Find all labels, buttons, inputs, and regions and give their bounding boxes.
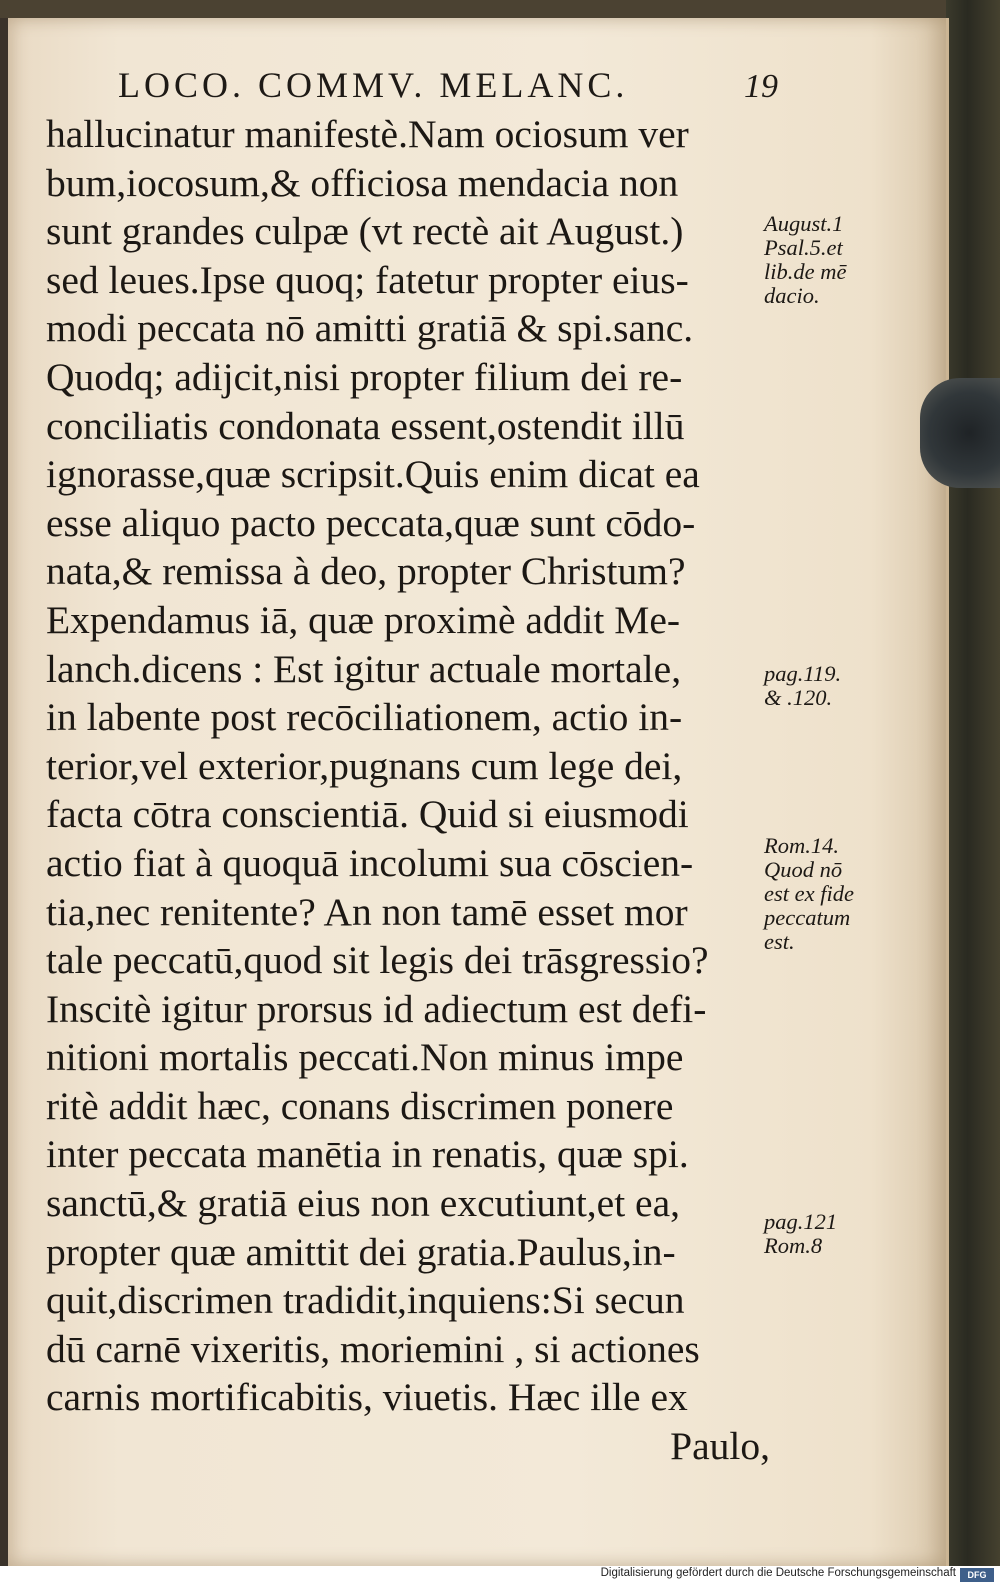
running-head-title: LOCO. COMMV. MELANC. xyxy=(118,65,629,105)
dfg-logo: DFG xyxy=(960,1568,994,1582)
text-line: actio fiat à quoquā incolumi sua cōscien- xyxy=(46,840,694,885)
text-line: modi peccata nō amitti gratiā & spi.sanc. xyxy=(46,306,694,351)
book-cover-board xyxy=(946,0,1000,1566)
text-line: tale peccatū,quod sit legis dei trāsgressio? xyxy=(46,938,709,983)
margin-note-line: est ex fide xyxy=(764,881,854,906)
margin-note-line: lib.de mē xyxy=(764,259,847,284)
text-line: terior,vel exterior,pugnans cum lege dei, xyxy=(46,743,683,788)
text-line: sunt grandes culpæ (vt rectè ait August.) xyxy=(46,209,684,254)
text-line: lanch.dicens : Est igitur actuale mortale, xyxy=(46,646,682,691)
text-line: sanctū,& gratiā eius non excutiunt,et ea, xyxy=(46,1181,680,1226)
margin-note-line: pag.119. xyxy=(764,661,842,686)
text-line: Quodq; adijcit,nisi propter filium dei re- xyxy=(46,354,683,399)
text-line: nata,& remissa à deo, propter Christum? xyxy=(46,549,686,594)
running-head xyxy=(118,64,778,114)
text-line: facta cōtra conscientiā. Quid si eiusmodi xyxy=(46,792,689,837)
text-line: ignorasse,quæ scripsit.Quis enim dicat ea xyxy=(46,452,700,497)
text-line: propter quæ amittit dei gratia.Paulus,in- xyxy=(46,1229,676,1274)
margin-note-line: est. xyxy=(764,929,795,954)
text-line: tia,nec renitente? An non tamē esset mor xyxy=(46,889,688,934)
text-line: nitioni mortalis peccati.Non minus impe xyxy=(46,1035,684,1080)
margin-note-line: August.1 xyxy=(764,211,844,236)
binding-top-edge xyxy=(0,0,1000,18)
text-line: Expendamus iā, quæ proximè addit Me- xyxy=(46,597,681,642)
margin-note-line: pag.121 xyxy=(764,1209,838,1234)
footer-credit: Digitalisierung gefördert durch die Deutsche Forschungsgemeinschaft xyxy=(600,1567,956,1579)
margin-note-august xyxy=(764,212,944,308)
text-line: ritè addit hæc, conans discrimen ponere xyxy=(46,1083,674,1128)
margin-note-line: Psal.5.et xyxy=(764,235,843,260)
margin-note-line: dacio. xyxy=(764,283,820,308)
text-line: in labente post recōciliationem, actio in- xyxy=(46,695,683,740)
page-number: 19 xyxy=(744,68,778,105)
margin-note-pag-121 xyxy=(764,1210,944,1258)
margin-note-line: Rom.14. xyxy=(764,833,839,858)
text-line: hallucinatur manifestè.Nam ociosum ver xyxy=(46,112,689,156)
margin-note-rom-14 xyxy=(764,834,944,954)
text-line: sed leues.Ipse quoq; fatetur propter eius- xyxy=(46,257,689,302)
catchword: Paulo, xyxy=(670,1424,770,1469)
digitization-footer xyxy=(0,1566,1000,1584)
text-line: inter peccata manētia in renatis, quæ spi. xyxy=(46,1132,689,1177)
text-line: carnis mortificabitis, viuetis. Hæc ille ex xyxy=(46,1375,688,1420)
text-line: Inscitè igitur prorsus id adiectum est defi- xyxy=(46,986,707,1031)
body-text xyxy=(46,110,776,1471)
book-clasp xyxy=(920,378,1000,488)
text-line: dū carnē vixeritis, moriemini , si actiones xyxy=(46,1326,700,1371)
text-line: esse aliquo pacto peccata,quæ sunt cōdo- xyxy=(46,500,696,545)
margin-note-line: Rom.8 xyxy=(764,1233,823,1258)
margin-note-line: Quod nō xyxy=(764,857,843,882)
text-line: quit,discrimen tradidit,inquiens:Si secun xyxy=(46,1278,685,1323)
margin-note-pag-119 xyxy=(764,662,944,710)
text-line: bum,iocosum,& officiosa mendacia non xyxy=(46,160,679,205)
text-line: conciliatis condonata essent,ostendit illū xyxy=(46,403,685,448)
margin-note-line: & .120. xyxy=(764,685,833,710)
margin-note-line: peccatum xyxy=(764,905,851,930)
